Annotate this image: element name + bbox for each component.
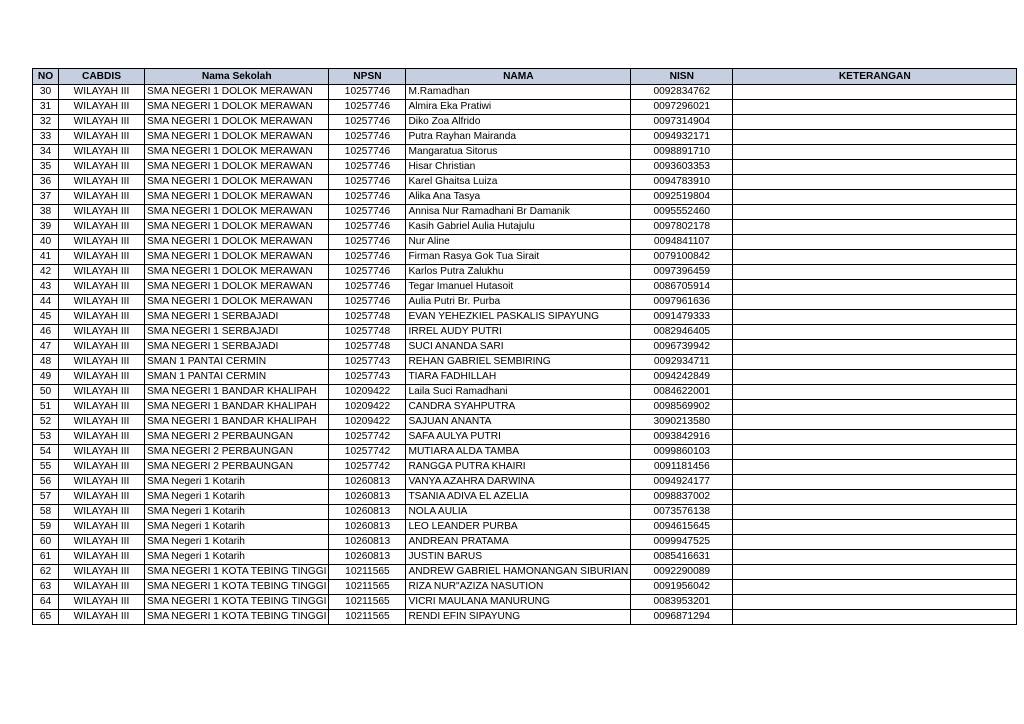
cell-no: 54 <box>33 445 59 460</box>
table-row <box>33 340 1017 355</box>
cell-nama: ANDREW GABRIEL HAMONANGAN SIBURIAN <box>406 565 631 580</box>
cell-cabdis: WILAYAH III <box>59 505 145 520</box>
cell-keterangan <box>733 610 1017 625</box>
cell-nisn: 0099860103 <box>631 445 733 460</box>
cell-nisn: 0097802178 <box>631 220 733 235</box>
cell-nisn: 0094924177 <box>631 475 733 490</box>
cell-no: 51 <box>33 400 59 415</box>
cell-nama: VANYA AZAHRA DARWINA <box>406 475 631 490</box>
cell-cabdis: WILAYAH III <box>59 430 145 445</box>
cell-no: 50 <box>33 385 59 400</box>
cell-no: 32 <box>33 115 59 130</box>
cell-npsn: 10257746 <box>329 100 406 115</box>
cell-keterangan <box>733 250 1017 265</box>
cell-no: 46 <box>33 325 59 340</box>
cell-keterangan <box>733 565 1017 580</box>
cell-nisn: 0093603353 <box>631 160 733 175</box>
col-header-nama: NAMA <box>406 69 631 85</box>
cell-nama: TSANIA ADIVA EL AZELIA <box>406 490 631 505</box>
cell-nama-sekolah: SMA NEGERI 1 BANDAR KHALIPAH <box>145 415 329 430</box>
cell-cabdis: WILAYAH III <box>59 490 145 505</box>
col-header-nisn: NISN <box>631 69 733 85</box>
cell-no: 40 <box>33 235 59 250</box>
cell-cabdis: WILAYAH III <box>59 355 145 370</box>
cell-nisn: 0097961636 <box>631 295 733 310</box>
cell-no: 36 <box>33 175 59 190</box>
table-row <box>33 505 1017 520</box>
cell-no: 58 <box>33 505 59 520</box>
cell-keterangan <box>733 400 1017 415</box>
cell-cabdis: WILAYAH III <box>59 115 145 130</box>
cell-nisn: 0094615645 <box>631 520 733 535</box>
cell-nama-sekolah: SMA NEGERI 2 PERBAUNGAN <box>145 430 329 445</box>
cell-nisn: 0097396459 <box>631 265 733 280</box>
cell-nisn: 0098837002 <box>631 490 733 505</box>
cell-npsn: 10257742 <box>329 460 406 475</box>
cell-nama: Alika Ana Tasya <box>406 190 631 205</box>
cell-cabdis: WILAYAH III <box>59 595 145 610</box>
cell-nisn: 0092290089 <box>631 565 733 580</box>
cell-npsn: 10257748 <box>329 310 406 325</box>
cell-nama-sekolah: SMA Negeri 1 Kotarih <box>145 490 329 505</box>
cell-no: 61 <box>33 550 59 565</box>
cell-nama-sekolah: SMA NEGERI 2 PERBAUNGAN <box>145 445 329 460</box>
cell-nama-sekolah: SMAN 1 PANTAI CERMIN <box>145 370 329 385</box>
cell-keterangan <box>733 520 1017 535</box>
cell-cabdis: WILAYAH III <box>59 235 145 250</box>
table-row <box>33 145 1017 160</box>
cell-nisn: 0085416631 <box>631 550 733 565</box>
cell-keterangan <box>733 580 1017 595</box>
cell-cabdis: WILAYAH III <box>59 160 145 175</box>
cell-nisn: 0079100842 <box>631 250 733 265</box>
cell-cabdis: WILAYAH III <box>59 280 145 295</box>
cell-no: 45 <box>33 310 59 325</box>
cell-keterangan <box>733 100 1017 115</box>
cell-npsn: 10260813 <box>329 550 406 565</box>
header-row <box>33 69 1017 85</box>
cell-no: 38 <box>33 205 59 220</box>
cell-npsn: 10257746 <box>329 295 406 310</box>
cell-nama: EVAN YEHEZKIEL PASKALIS SIPAYUNG <box>406 310 631 325</box>
cell-nama: VICRI MAULANA MANURUNG <box>406 595 631 610</box>
cell-keterangan <box>733 340 1017 355</box>
cell-nama-sekolah: SMA NEGERI 1 DOLOK MERAWAN <box>145 85 329 100</box>
cell-no: 55 <box>33 460 59 475</box>
cell-nisn: 0097314904 <box>631 115 733 130</box>
cell-keterangan <box>733 505 1017 520</box>
table-row <box>33 430 1017 445</box>
cell-nama: ANDREAN PRATAMA <box>406 535 631 550</box>
cell-nama: RIZA NUR"AZIZA NASUTION <box>406 580 631 595</box>
cell-nama: Aulia Putri Br. Purba <box>406 295 631 310</box>
cell-keterangan <box>733 415 1017 430</box>
cell-keterangan <box>733 490 1017 505</box>
col-header-no: NO <box>33 69 59 85</box>
cell-npsn: 10257746 <box>329 130 406 145</box>
cell-nama-sekolah: SMA Negeri 1 Kotarih <box>145 550 329 565</box>
table-row <box>33 445 1017 460</box>
cell-no: 44 <box>33 295 59 310</box>
cell-nama-sekolah: SMA NEGERI 1 DOLOK MERAWAN <box>145 205 329 220</box>
cell-keterangan <box>733 385 1017 400</box>
cell-npsn: 10257746 <box>329 160 406 175</box>
cell-cabdis: WILAYAH III <box>59 340 145 355</box>
cell-npsn: 10257746 <box>329 175 406 190</box>
cell-no: 43 <box>33 280 59 295</box>
cell-nama-sekolah: SMA NEGERI 1 KOTA TEBING TINGGI <box>145 610 329 625</box>
cell-nisn: 0098569902 <box>631 400 733 415</box>
cell-nisn: 0083953201 <box>631 595 733 610</box>
cell-nama-sekolah: SMA NEGERI 1 SERBAJADI <box>145 325 329 340</box>
cell-keterangan <box>733 160 1017 175</box>
cell-keterangan <box>733 145 1017 160</box>
cell-nama: LEO LEANDER PURBA <box>406 520 631 535</box>
cell-nama: Karlos Putra Zalukhu <box>406 265 631 280</box>
table-row <box>33 325 1017 340</box>
cell-keterangan <box>733 280 1017 295</box>
cell-nisn: 0094841107 <box>631 235 733 250</box>
cell-nama: Kasih Gabriel Aulia Hutajulu <box>406 220 631 235</box>
cell-cabdis: WILAYAH III <box>59 580 145 595</box>
cell-cabdis: WILAYAH III <box>59 610 145 625</box>
cell-nama-sekolah: SMA NEGERI 1 DOLOK MERAWAN <box>145 115 329 130</box>
cell-nama-sekolah: SMA NEGERI 1 DOLOK MERAWAN <box>145 280 329 295</box>
cell-nama-sekolah: SMA NEGERI 1 DOLOK MERAWAN <box>145 190 329 205</box>
cell-cabdis: WILAYAH III <box>59 550 145 565</box>
cell-cabdis: WILAYAH III <box>59 205 145 220</box>
cell-keterangan <box>733 220 1017 235</box>
cell-nisn: 0098891710 <box>631 145 733 160</box>
cell-cabdis: WILAYAH III <box>59 535 145 550</box>
cell-nama: RENDI EFIN SIPAYUNG <box>406 610 631 625</box>
cell-cabdis: WILAYAH III <box>59 565 145 580</box>
cell-nisn: 0094242849 <box>631 370 733 385</box>
cell-keterangan <box>733 115 1017 130</box>
table-row <box>33 415 1017 430</box>
cell-keterangan <box>733 550 1017 565</box>
cell-nama-sekolah: SMA Negeri 1 Kotarih <box>145 475 329 490</box>
table-row <box>33 355 1017 370</box>
table-row <box>33 295 1017 310</box>
cell-nama-sekolah: SMA NEGERI 1 DOLOK MERAWAN <box>145 265 329 280</box>
cell-cabdis: WILAYAH III <box>59 385 145 400</box>
cell-nama: Diko Zoa Alfrido <box>406 115 631 130</box>
table-row <box>33 520 1017 535</box>
cell-no: 49 <box>33 370 59 385</box>
cell-npsn: 10257742 <box>329 445 406 460</box>
cell-npsn: 10257746 <box>329 190 406 205</box>
cell-keterangan <box>733 445 1017 460</box>
cell-no: 30 <box>33 85 59 100</box>
cell-nama-sekolah: SMA NEGERI 1 KOTA TEBING TINGGI <box>145 565 329 580</box>
cell-no: 56 <box>33 475 59 490</box>
cell-nama: JUSTIN BARUS <box>406 550 631 565</box>
cell-nama: Tegar Imanuel Hutasoit <box>406 280 631 295</box>
cell-keterangan <box>733 175 1017 190</box>
cell-nama: SUCI ANANDA SARI <box>406 340 631 355</box>
cell-nama-sekolah: SMA NEGERI 1 DOLOK MERAWAN <box>145 160 329 175</box>
cell-nama: MUTIARA ALDA TAMBA <box>406 445 631 460</box>
cell-cabdis: WILAYAH III <box>59 85 145 100</box>
cell-nama: Karel Ghaitsa Luiza <box>406 175 631 190</box>
cell-npsn: 10257748 <box>329 340 406 355</box>
cell-cabdis: WILAYAH III <box>59 190 145 205</box>
cell-npsn: 10257746 <box>329 115 406 130</box>
cell-npsn: 10257746 <box>329 250 406 265</box>
cell-no: 59 <box>33 520 59 535</box>
cell-npsn: 10260813 <box>329 535 406 550</box>
cell-no: 37 <box>33 190 59 205</box>
cell-no: 39 <box>33 220 59 235</box>
table-row <box>33 115 1017 130</box>
table-row <box>33 205 1017 220</box>
cell-nama: Nur Aline <box>406 235 631 250</box>
cell-cabdis: WILAYAH III <box>59 295 145 310</box>
table-row <box>33 610 1017 625</box>
cell-no: 63 <box>33 580 59 595</box>
cell-cabdis: WILAYAH III <box>59 220 145 235</box>
cell-nama: SAJUAN ANANTA <box>406 415 631 430</box>
cell-nisn: 0073576138 <box>631 505 733 520</box>
cell-nama-sekolah: SMA Negeri 1 Kotarih <box>145 520 329 535</box>
cell-nama-sekolah: SMA NEGERI 1 DOLOK MERAWAN <box>145 145 329 160</box>
cell-nisn: 0096871294 <box>631 610 733 625</box>
cell-npsn: 10257746 <box>329 220 406 235</box>
cell-no: 48 <box>33 355 59 370</box>
cell-no: 60 <box>33 535 59 550</box>
cell-keterangan <box>733 535 1017 550</box>
cell-nama: Putra Rayhan Mairanda <box>406 130 631 145</box>
cell-npsn: 10209422 <box>329 400 406 415</box>
cell-npsn: 10260813 <box>329 505 406 520</box>
cell-keterangan <box>733 130 1017 145</box>
cell-cabdis: WILAYAH III <box>59 415 145 430</box>
cell-nisn: 0092519804 <box>631 190 733 205</box>
cell-nama-sekolah: SMA NEGERI 1 SERBAJADI <box>145 340 329 355</box>
table-row <box>33 460 1017 475</box>
cell-no: 65 <box>33 610 59 625</box>
cell-no: 57 <box>33 490 59 505</box>
cell-npsn: 10257742 <box>329 430 406 445</box>
cell-npsn: 10257746 <box>329 145 406 160</box>
cell-no: 41 <box>33 250 59 265</box>
cell-cabdis: WILAYAH III <box>59 445 145 460</box>
cell-nama: NOLA AULIA <box>406 505 631 520</box>
cell-nama-sekolah: SMA NEGERI 1 SERBAJADI <box>145 310 329 325</box>
cell-nama-sekolah: SMA NEGERI 1 BANDAR KHALIPAH <box>145 400 329 415</box>
cell-nisn: 0086705914 <box>631 280 733 295</box>
cell-npsn: 10257746 <box>329 235 406 250</box>
cell-nama: REHAN GABRIEL SEMBIRING <box>406 355 631 370</box>
table-row <box>33 310 1017 325</box>
cell-nama: Almira Eka Pratiwi <box>406 100 631 115</box>
cell-nama-sekolah: SMA NEGERI 1 DOLOK MERAWAN <box>145 295 329 310</box>
cell-cabdis: WILAYAH III <box>59 520 145 535</box>
cell-nisn: 0093842916 <box>631 430 733 445</box>
cell-no: 42 <box>33 265 59 280</box>
cell-npsn: 10257746 <box>329 85 406 100</box>
cell-nama: Mangaratua Sitorus <box>406 145 631 160</box>
cell-cabdis: WILAYAH III <box>59 145 145 160</box>
cell-nama-sekolah: SMA NEGERI 1 BANDAR KHALIPAH <box>145 385 329 400</box>
cell-nama: TIARA FADHILLAH <box>406 370 631 385</box>
table-row <box>33 85 1017 100</box>
cell-keterangan <box>733 430 1017 445</box>
cell-no: 35 <box>33 160 59 175</box>
cell-cabdis: WILAYAH III <box>59 175 145 190</box>
cell-npsn: 10211565 <box>329 565 406 580</box>
cell-nama-sekolah: SMA NEGERI 2 PERBAUNGAN <box>145 460 329 475</box>
col-header-cabdis: CABDIS <box>59 69 145 85</box>
cell-keterangan <box>733 235 1017 250</box>
cell-nama-sekolah: SMAN 1 PANTAI CERMIN <box>145 355 329 370</box>
cell-npsn: 10260813 <box>329 520 406 535</box>
cell-cabdis: WILAYAH III <box>59 460 145 475</box>
cell-cabdis: WILAYAH III <box>59 325 145 340</box>
cell-npsn: 10257743 <box>329 370 406 385</box>
col-header-nama-sekolah: Nama Sekolah <box>145 69 329 85</box>
cell-nama-sekolah: SMA NEGERI 1 DOLOK MERAWAN <box>145 130 329 145</box>
cell-cabdis: WILAYAH III <box>59 400 145 415</box>
cell-keterangan <box>733 475 1017 490</box>
cell-nisn: 0092834762 <box>631 85 733 100</box>
table-row <box>33 250 1017 265</box>
cell-no: 31 <box>33 100 59 115</box>
cell-nama: RANGGA PUTRA KHAIRI <box>406 460 631 475</box>
cell-keterangan <box>733 460 1017 475</box>
table-row <box>33 580 1017 595</box>
cell-nama-sekolah: SMA NEGERI 1 DOLOK MERAWAN <box>145 220 329 235</box>
cell-nama-sekolah: SMA Negeri 1 Kotarih <box>145 535 329 550</box>
cell-npsn: 10257746 <box>329 265 406 280</box>
cell-nama-sekolah: SMA NEGERI 1 DOLOK MERAWAN <box>145 175 329 190</box>
cell-nisn: 0084622001 <box>631 385 733 400</box>
student-table <box>32 68 1017 625</box>
cell-no: 53 <box>33 430 59 445</box>
cell-no: 52 <box>33 415 59 430</box>
cell-npsn: 10211565 <box>329 580 406 595</box>
table-row <box>33 160 1017 175</box>
cell-nama-sekolah: SMA NEGERI 1 DOLOK MERAWAN <box>145 235 329 250</box>
cell-cabdis: WILAYAH III <box>59 100 145 115</box>
cell-npsn: 10211565 <box>329 610 406 625</box>
cell-keterangan <box>733 370 1017 385</box>
cell-nisn: 0092934711 <box>631 355 733 370</box>
table-row <box>33 100 1017 115</box>
table-row <box>33 220 1017 235</box>
cell-nama: Firman Rasya Gok Tua Sirait <box>406 250 631 265</box>
cell-nisn: 0095552460 <box>631 205 733 220</box>
cell-nama: CANDRA SYAHPUTRA <box>406 400 631 415</box>
col-header-npsn: NPSN <box>329 69 406 85</box>
table-row <box>33 385 1017 400</box>
cell-npsn: 10257743 <box>329 355 406 370</box>
cell-cabdis: WILAYAH III <box>59 475 145 490</box>
table-row <box>33 265 1017 280</box>
cell-nama: Laila Suci Ramadhani <box>406 385 631 400</box>
cell-nisn: 0082946405 <box>631 325 733 340</box>
cell-npsn: 10260813 <box>329 490 406 505</box>
table-row <box>33 535 1017 550</box>
cell-nama: Hisar Christian <box>406 160 631 175</box>
table-row <box>33 235 1017 250</box>
cell-npsn: 10257748 <box>329 325 406 340</box>
cell-nama-sekolah: SMA NEGERI 1 KOTA TEBING TINGGI <box>145 580 329 595</box>
cell-keterangan <box>733 265 1017 280</box>
table-row <box>33 130 1017 145</box>
table-row <box>33 565 1017 580</box>
cell-nama: M.Ramadhan <box>406 85 631 100</box>
col-header-keterangan: KETERANGAN <box>733 69 1017 85</box>
cell-no: 64 <box>33 595 59 610</box>
cell-nisn: 0099947525 <box>631 535 733 550</box>
cell-cabdis: WILAYAH III <box>59 250 145 265</box>
cell-cabdis: WILAYAH III <box>59 130 145 145</box>
cell-npsn: 10260813 <box>329 475 406 490</box>
table-row <box>33 475 1017 490</box>
cell-nisn: 0094932171 <box>631 130 733 145</box>
cell-nama: SAFA AULYA PUTRI <box>406 430 631 445</box>
cell-nisn: 3090213580 <box>631 415 733 430</box>
cell-npsn: 10257746 <box>329 280 406 295</box>
table-body <box>33 85 1017 625</box>
cell-npsn: 10211565 <box>329 595 406 610</box>
cell-keterangan <box>733 205 1017 220</box>
cell-nisn: 0091956042 <box>631 580 733 595</box>
cell-no: 33 <box>33 130 59 145</box>
cell-nama-sekolah: SMA NEGERI 1 KOTA TEBING TINGGI <box>145 595 329 610</box>
cell-keterangan <box>733 190 1017 205</box>
cell-keterangan <box>733 325 1017 340</box>
cell-nisn: 0097296021 <box>631 100 733 115</box>
cell-cabdis: WILAYAH III <box>59 370 145 385</box>
table-row <box>33 550 1017 565</box>
cell-nisn: 0094783910 <box>631 175 733 190</box>
cell-cabdis: WILAYAH III <box>59 265 145 280</box>
cell-nama: Annisa Nur Ramadhani Br Damanik <box>406 205 631 220</box>
table-row <box>33 190 1017 205</box>
cell-no: 47 <box>33 340 59 355</box>
table-row <box>33 490 1017 505</box>
cell-keterangan <box>733 355 1017 370</box>
cell-nisn: 0091181456 <box>631 460 733 475</box>
cell-npsn: 10209422 <box>329 385 406 400</box>
cell-keterangan <box>733 85 1017 100</box>
cell-cabdis: WILAYAH III <box>59 310 145 325</box>
cell-nama: IRREL AUDY PUTRI <box>406 325 631 340</box>
cell-nisn: 0091479333 <box>631 310 733 325</box>
cell-npsn: 10209422 <box>329 415 406 430</box>
cell-nama-sekolah: SMA NEGERI 1 DOLOK MERAWAN <box>145 250 329 265</box>
table-row <box>33 370 1017 385</box>
cell-no: 34 <box>33 145 59 160</box>
table-row <box>33 595 1017 610</box>
cell-no: 62 <box>33 565 59 580</box>
table-row <box>33 175 1017 190</box>
cell-nama-sekolah: SMA NEGERI 1 DOLOK MERAWAN <box>145 100 329 115</box>
cell-nisn: 0096739942 <box>631 340 733 355</box>
cell-nama-sekolah: SMA Negeri 1 Kotarih <box>145 505 329 520</box>
cell-keterangan <box>733 310 1017 325</box>
table-row <box>33 280 1017 295</box>
cell-keterangan <box>733 295 1017 310</box>
cell-keterangan <box>733 595 1017 610</box>
cell-npsn: 10257746 <box>329 205 406 220</box>
table-row <box>33 400 1017 415</box>
